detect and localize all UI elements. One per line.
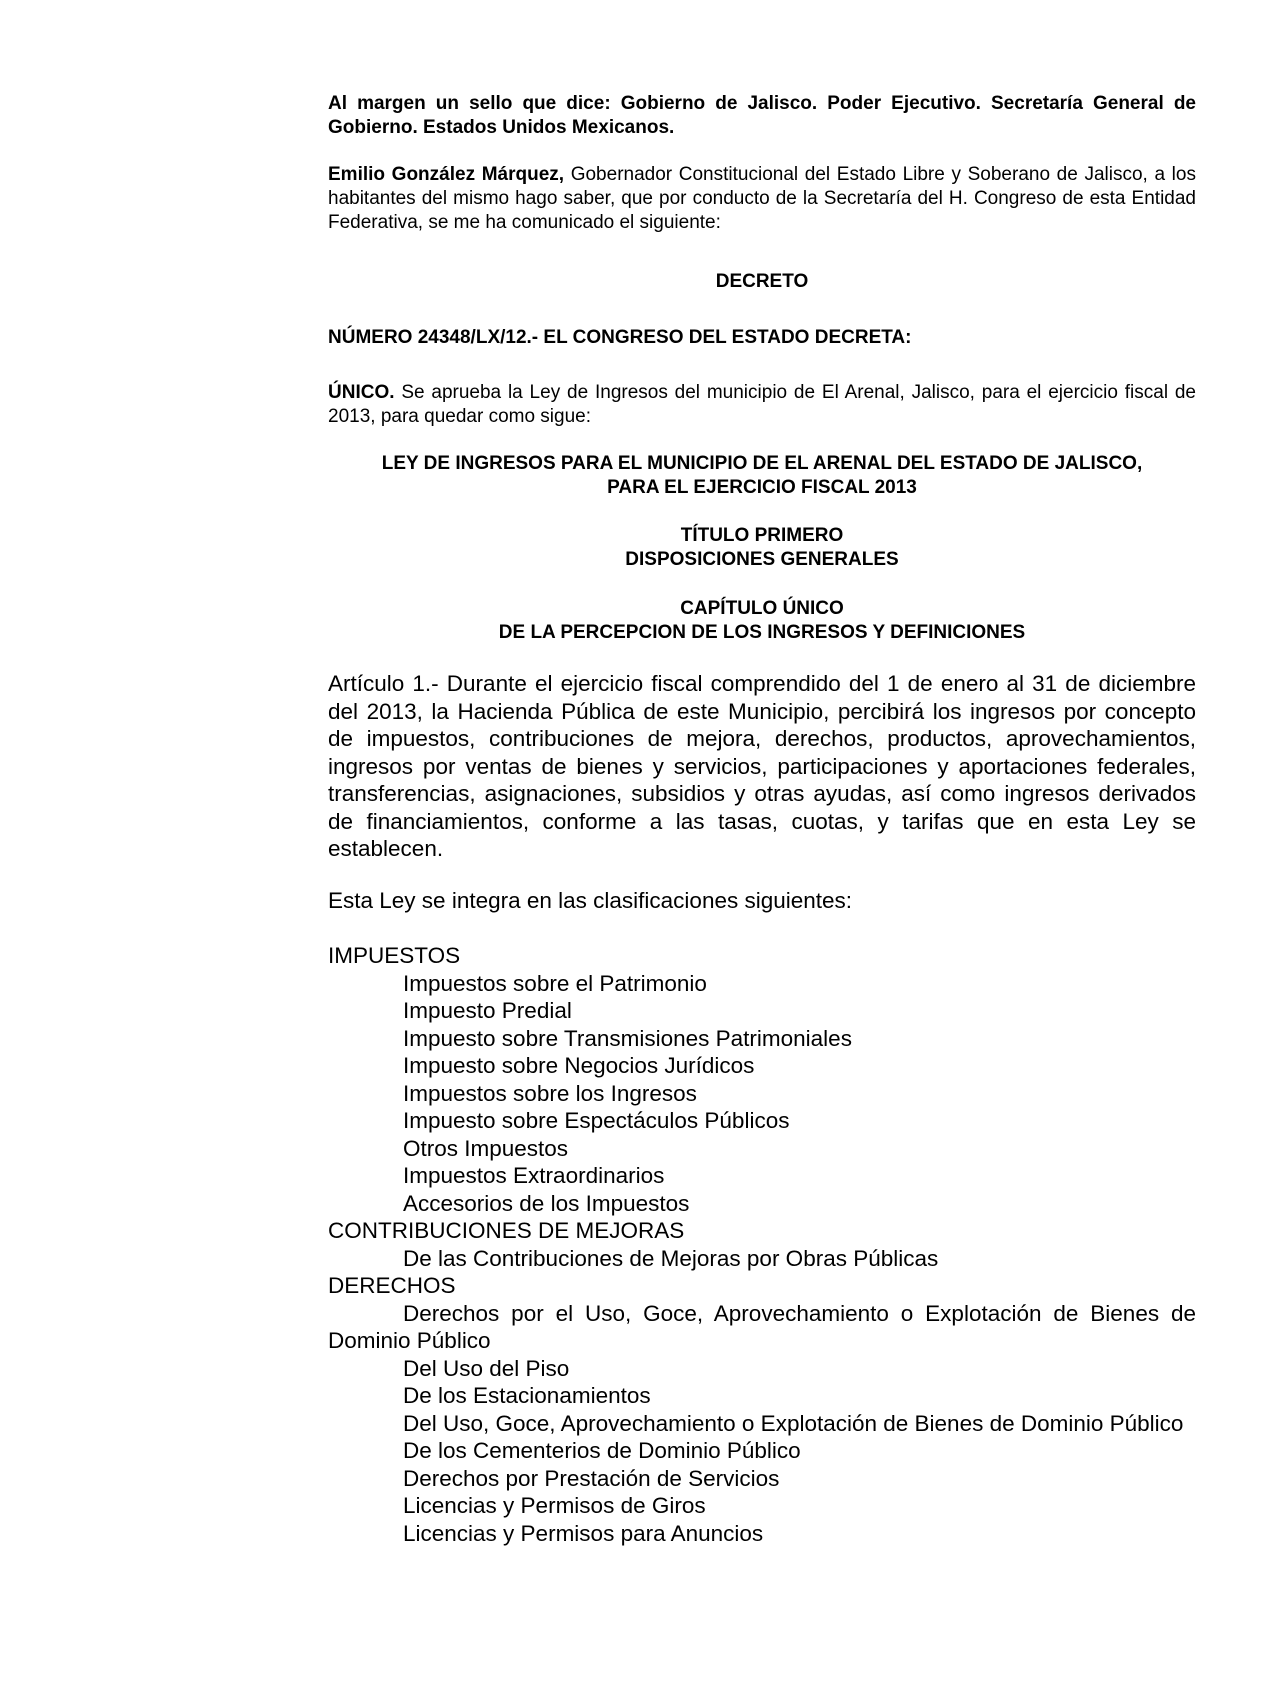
integration-line: Esta Ley se integra en las clasificaciones siguientes: (328, 888, 853, 913)
list-item: De los Cementerios de Dominio Público (403, 1438, 801, 1463)
classification-list (328, 942, 1196, 1547)
list-item: De las Contribuciones de Mejoras por Obras Públicas (403, 1245, 939, 1271)
category-contribuciones: CONTRIBUCIONES DE MEJORAS (328, 1218, 685, 1243)
chapter-heading (328, 597, 1196, 645)
intro-paragraph (328, 163, 1196, 235)
decree-heading: DECRETO (715, 271, 809, 292)
unico-label: ÚNICO. (328, 382, 395, 403)
category-impuestos: IMPUESTOS (328, 943, 461, 968)
list-item: De los Estacionamientos (403, 1383, 651, 1408)
list-item: Impuestos sobre los Ingresos (403, 1080, 697, 1106)
governor-name: Emilio González Márquez, (328, 164, 565, 185)
list-item: Impuesto sobre Transmisiones Patrimoniales (403, 1025, 852, 1051)
chapter-line-1: CAPÍTULO ÚNICO (680, 598, 844, 619)
list-item: Licencias y Permisos de Giros (403, 1493, 706, 1518)
list-item: Derechos por Prestación de Servicios (403, 1465, 780, 1491)
list-item: Impuesto sobre Negocios Jurídicos (403, 1053, 755, 1078)
decree-number-line: NÚMERO 24348/LX/12.- EL CONGRESO DEL ESTADO DECRETA: (328, 327, 912, 348)
title-line-2: DISPOSICIONES GENERALES (625, 549, 899, 570)
law-title-line-1: LEY DE INGRESOS PARA EL MUNICIPIO DE EL ARENAL DEL ESTADO DE JALISCO, (381, 453, 1143, 474)
list-item: Derechos por el Uso, Goce, Aprovechamiento o Explotación de Bienes de Dominio Público (328, 1300, 1196, 1353)
category-derechos: DERECHOS (328, 1273, 456, 1298)
list-item: Licencias y Permisos para Anuncios (403, 1520, 764, 1546)
seal-note: Al margen un sello que dice: Gobierno de Jalisco. Poder Ejecutivo. Secretaría General de Gobierno. Estados Unidos Mexicanos. (328, 93, 1196, 138)
chapter-line-2: DE LA PERCEPCION DE LOS INGRESOS Y DEFINICIONES (498, 622, 1026, 643)
title-line-1: TÍTULO PRIMERO (680, 525, 844, 546)
unico-paragraph (328, 381, 1196, 429)
list-item: Del Uso del Piso (403, 1355, 570, 1381)
law-title (328, 452, 1196, 500)
intro-text: Gobernador Constitucional del Estado Libre y Soberano de Jalisco, a los habitantes del mismo hago saber, que por conducto de la Secretaría del H. Congreso de esta Entidad Federativa, se me ha comunicado el siguiente: (328, 164, 1196, 233)
law-title-line-2: PARA EL EJERCICIO FISCAL 2013 (607, 477, 917, 498)
list-item: Del Uso, Goce, Aprovechamiento o Explotación de Bienes de Dominio Público (403, 1410, 1184, 1436)
title-heading (328, 524, 1196, 572)
list-item: Accesorios de los Impuestos (403, 1190, 690, 1216)
unico-text: Se aprueba la Ley de Ingresos del municipio de El Arenal, Jalisco, para el ejercicio fiscal de 2013, para quedar como sigue: (328, 382, 1196, 427)
list-item: Impuestos sobre el Patrimonio (403, 970, 707, 996)
list-item: Impuestos Extraordinarios (403, 1163, 665, 1188)
list-item: Impuesto sobre Espectáculos Públicos (403, 1108, 790, 1133)
list-item: Impuesto Predial (403, 998, 572, 1023)
article-1: Artículo 1.- Durante el ejercicio fiscal comprendido del 1 de enero al 31 de diciembre del 2013, la Hacienda Pública de este Municipio, percibirá los ingresos por concepto de impuestos, contribuciones de mejora, derechos, productos, aprovechamientos, ingresos por ventas de bienes y servicios, participaciones y aportaciones federales, transferencias, asignaciones, subsidios y otras ayudas, así como ingresos derivados de financiamientos, conforme a las tasas, cuotas, y tarifas que en esta Ley se establecen. (328, 671, 1196, 861)
list-item: Otros Impuestos (403, 1135, 569, 1161)
